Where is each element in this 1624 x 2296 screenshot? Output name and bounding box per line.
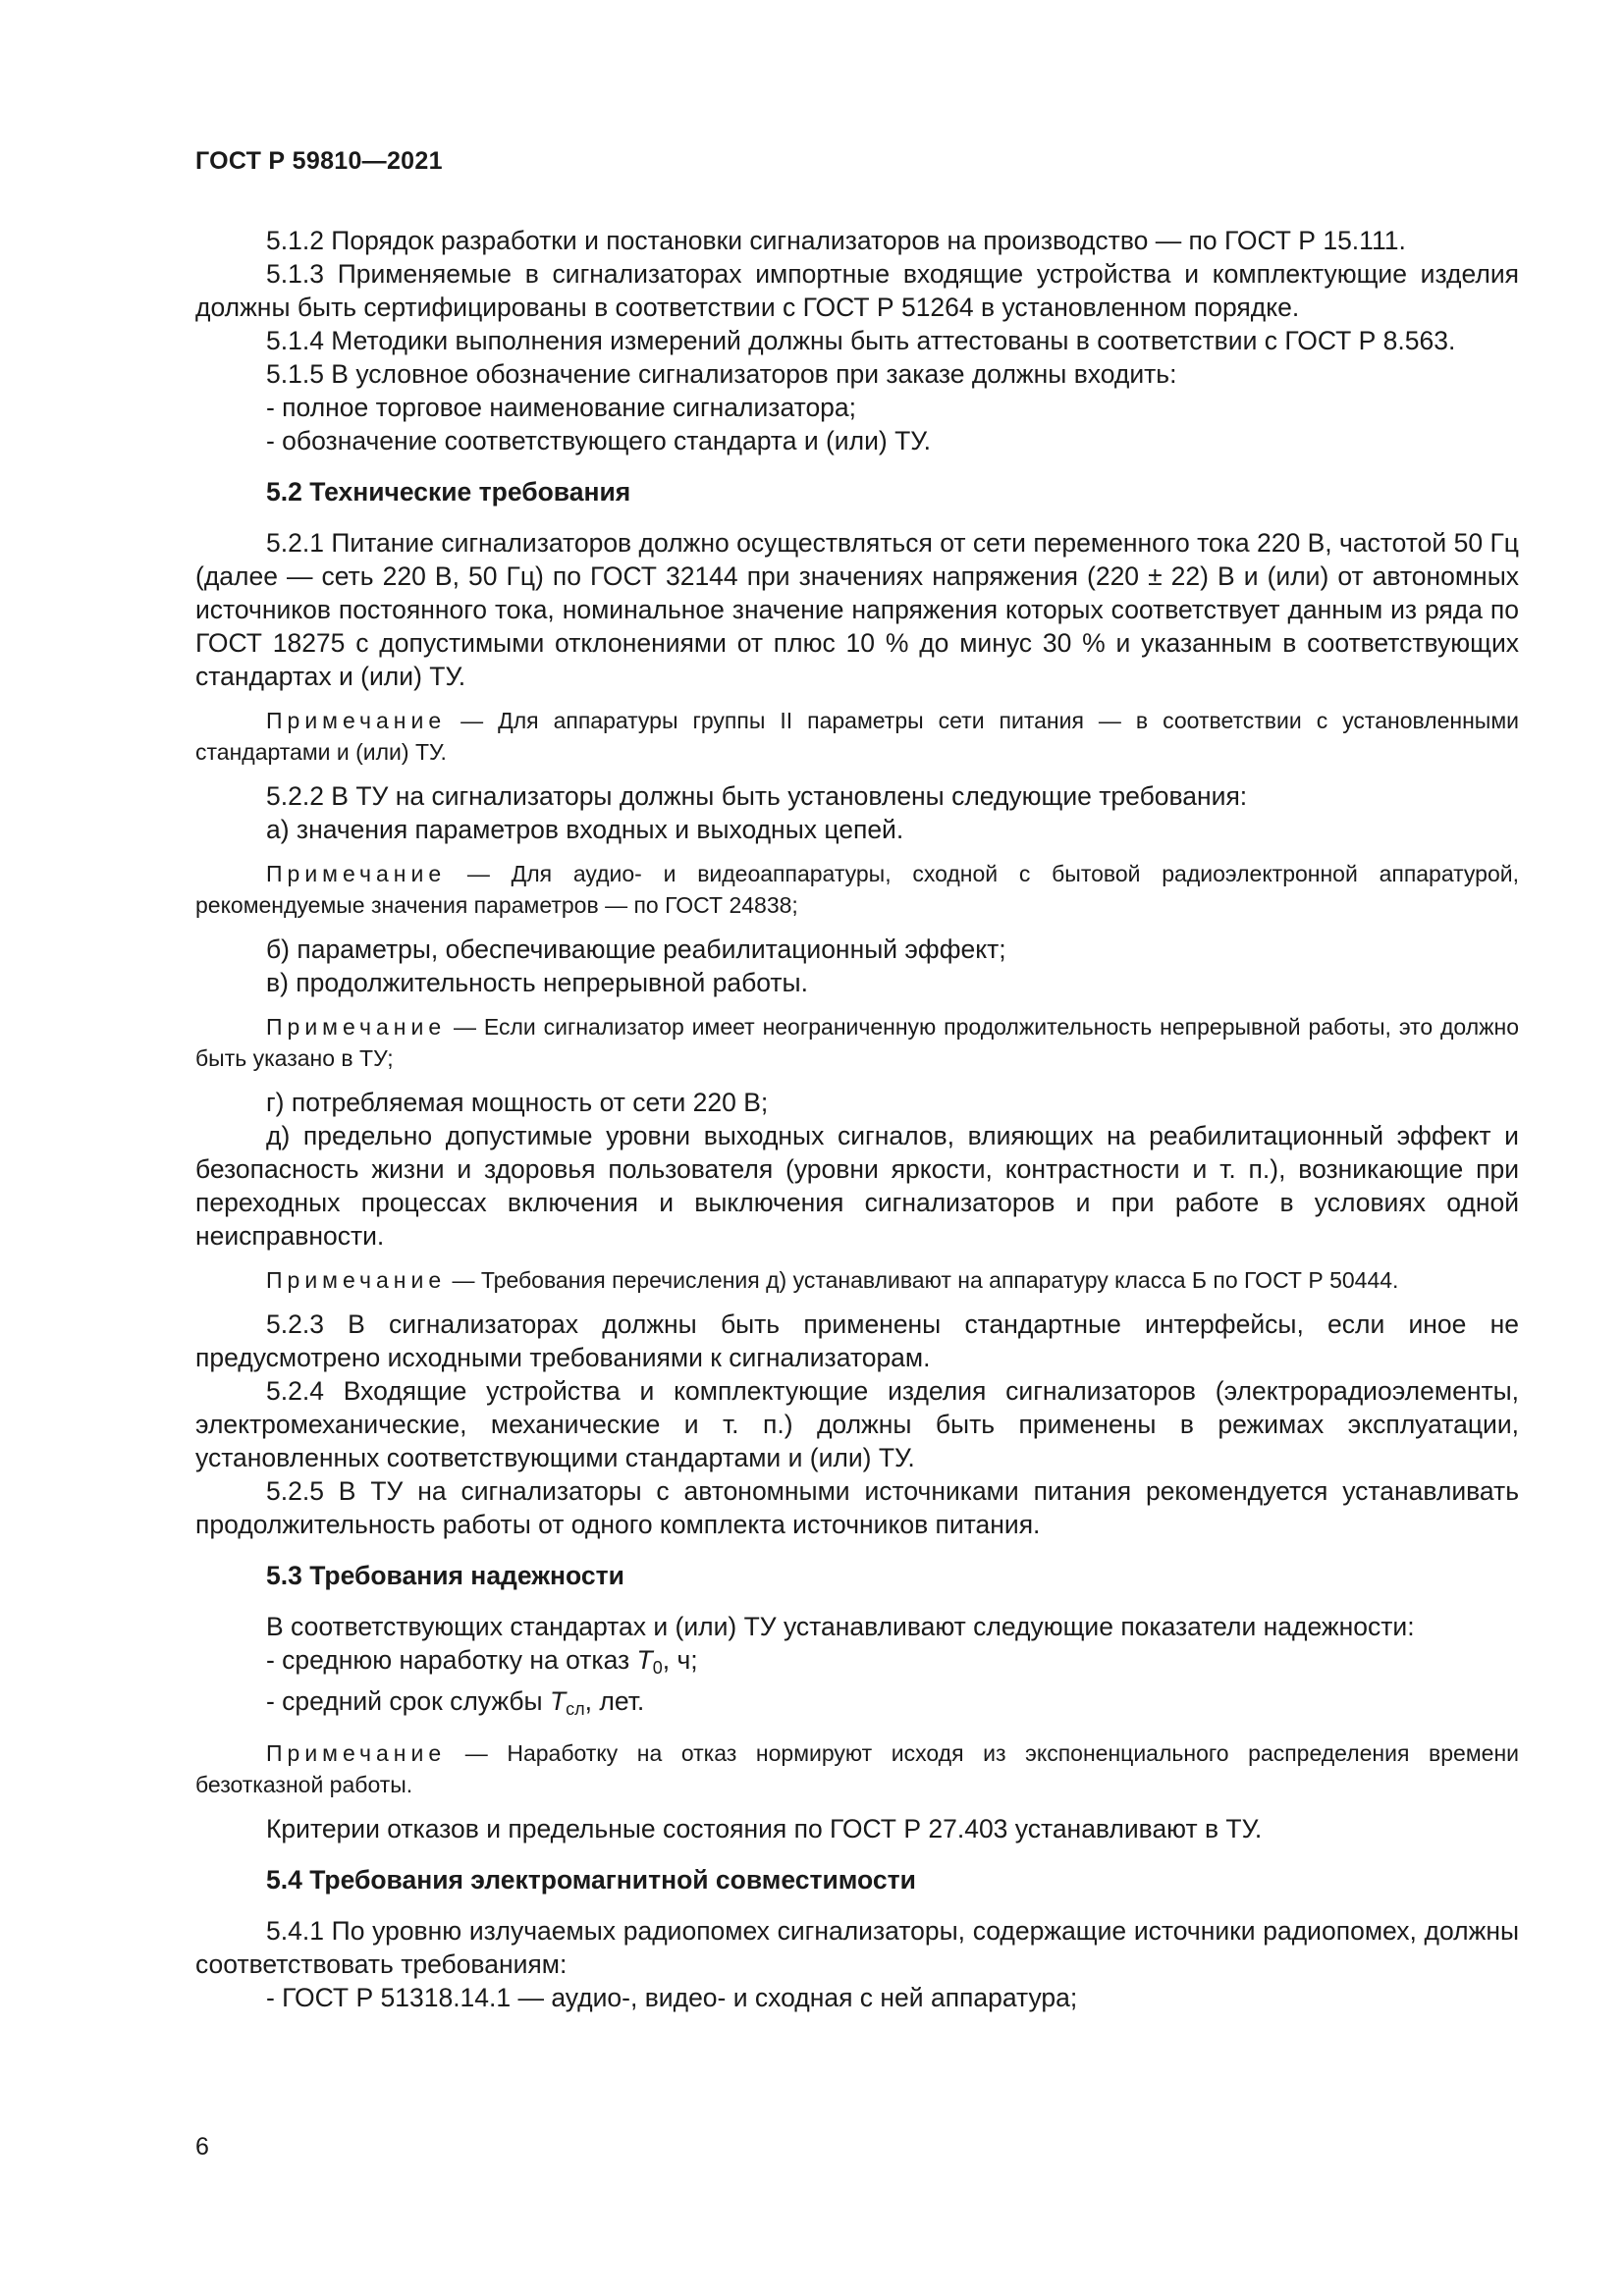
clause-5-1-5: 5.1.5 В условное обозначение сигнализаторов при заказе должны входить:: [266, 359, 1177, 389]
reliability-intro: В соответствующих стандартах и (или) ТУ устанавливают следующие показатели надежности:: [266, 1612, 1415, 1641]
list-item: - обозначение соответствующего стандарта и (или) ТУ.: [266, 426, 931, 455]
formula-sub: 0: [652, 1658, 663, 1678]
page-number: 6: [195, 2133, 209, 2161]
list-text: - средний срок службы: [266, 1686, 550, 1716]
list-item: - полное торговое наименование сигнализатора;: [266, 393, 857, 422]
section-heading-5-3: 5.3 Требования надежности: [266, 1561, 624, 1590]
note-label: Примечание: [266, 861, 447, 886]
clause-5-1-3: 5.1.3 Применяемые в сигнализаторах импортные входящие устройства и комплектующие изделия должны быть сертифицированы в соответствии с ГОСТ Р 51264 в установленном порядке.: [195, 259, 1519, 322]
note-label: Примечание: [266, 1740, 447, 1766]
note-label: Примечание: [266, 1014, 447, 1040]
list-text: , ч;: [662, 1645, 698, 1675]
note-label: Примечание: [266, 708, 447, 733]
note: [195, 858, 1519, 921]
note-text: — Требования перечисления д) устанавливают на аппаратуру класса Б по ГОСТ Р 50444.: [446, 1267, 1399, 1293]
note-text: — Для аудио- и видеоаппаратуры, сходной с бытовой радиоэлектронной аппаратурой, рекомендуемые значения параметров — по ГОСТ 24838;: [195, 861, 1519, 918]
clause-5-2-3: 5.2.3 В сигнализаторах должны быть применены стандартные интерфейсы, если иное не предусмотрено исходными требованиями к сигнализаторам.: [195, 1309, 1519, 1372]
list-item: д) предельно допустимые уровни выходных сигналов, влияющих на реабилитационный эффект и безопасность жизни и здоровья пользователя (уровни яркости, контрастности и т. п.), возникающие при переходных процессах включения и выключения сигнализаторов и при работе в условиях одной неисправности.: [195, 1121, 1519, 1251]
note: [195, 1737, 1519, 1800]
note-text: — Наработку на отказ нормируют исходя из экспоненциального распределения времени безотказной работы.: [195, 1740, 1519, 1797]
formula-var: T: [549, 1686, 567, 1716]
note: [195, 1264, 1519, 1296]
document-body: [195, 224, 1519, 2014]
note: [195, 705, 1519, 768]
list-item: [195, 1684, 1519, 1726]
list-item: г) потребляемая мощность от сети 220 В;: [266, 1088, 769, 1117]
failure-criteria: Критерии отказов и предельные состояния по ГОСТ Р 27.403 устанавливают в ТУ.: [266, 1814, 1263, 1843]
formula-sub: сл: [566, 1699, 585, 1719]
list-item: [195, 1643, 1519, 1684]
clause-5-4-1: 5.4.1 По уровню излучаемых радиопомех сигнализаторы, содержащие источники радиопомех, должны соответствовать требованиям:: [195, 1916, 1519, 1979]
formula-var: T: [636, 1645, 653, 1675]
note-text: — Для аппаратуры группы II параметры сети питания — в соответствии с установленными стандартами и (или) ТУ.: [195, 708, 1519, 765]
list-text: , лет.: [584, 1686, 645, 1716]
list-item: а) значения параметров входных и выходных цепей.: [266, 815, 904, 844]
list-text: - среднюю наработку на отказ: [266, 1645, 637, 1675]
clause-5-2-1: 5.2.1 Питание сигнализаторов должно осуществляться от сети переменного тока 220 В, частотой 50 Гц (далее — сеть 220 В, 50 Гц) по ГОСТ 32144 при значениях напряжения (220 ± 22) В и (или) от автономных источников постоянного тока, номинальное значение напряжения которых соответствует данным из ряда по ГОСТ 18275 с допустимыми отклонениями от плюс 10 % до минус 30 % и указанным в соответствующих стандартах и (или) ТУ.: [195, 528, 1519, 691]
document-header: ГОСТ Р 59810—2021: [195, 147, 443, 175]
clause-5-2-4: 5.2.4 Входящие устройства и комплектующие изделия сигнализаторов (электрорадиоэлементы, электромеханические, механические и т. п.) должны быть применены в режимах эксплуатации, установленных соответствующими стандартами и (или) ТУ.: [195, 1376, 1519, 1472]
note: [195, 1011, 1519, 1074]
note-label: Примечание: [266, 1267, 447, 1293]
list-item: - ГОСТ Р 51318.14.1 — аудио-, видео- и сходная с ней аппаратура;: [266, 1983, 1078, 2012]
section-heading-5-4: 5.4 Требования электромагнитной совместимости: [266, 1865, 916, 1895]
clause-5-1-2: 5.1.2 Порядок разработки и постановки сигнализаторов на производство — по ГОСТ Р 15.111.: [266, 226, 1406, 255]
list-item: в) продолжительность непрерывной работы.: [266, 968, 808, 997]
clause-5-1-4: 5.1.4 Методики выполнения измерений должны быть аттестованы в соответствии с ГОСТ Р 8.563.: [266, 326, 1456, 355]
clause-5-2-2: 5.2.2 В ТУ на сигнализаторы должны быть установлены следующие требования:: [266, 781, 1248, 811]
note-text: — Если сигнализатор имеет неограниченную продолжительность непрерывной работы, это должно быть указано в ТУ;: [195, 1014, 1519, 1071]
section-heading-5-2: 5.2 Технические требования: [266, 477, 631, 507]
clause-5-2-5: 5.2.5 В ТУ на сигнализаторы с автономными источниками питания рекомендуется устанавливать продолжительность работы от одного комплекта источников питания.: [195, 1476, 1519, 1539]
list-item: б) параметры, обеспечивающие реабилитационный эффект;: [266, 934, 1006, 964]
